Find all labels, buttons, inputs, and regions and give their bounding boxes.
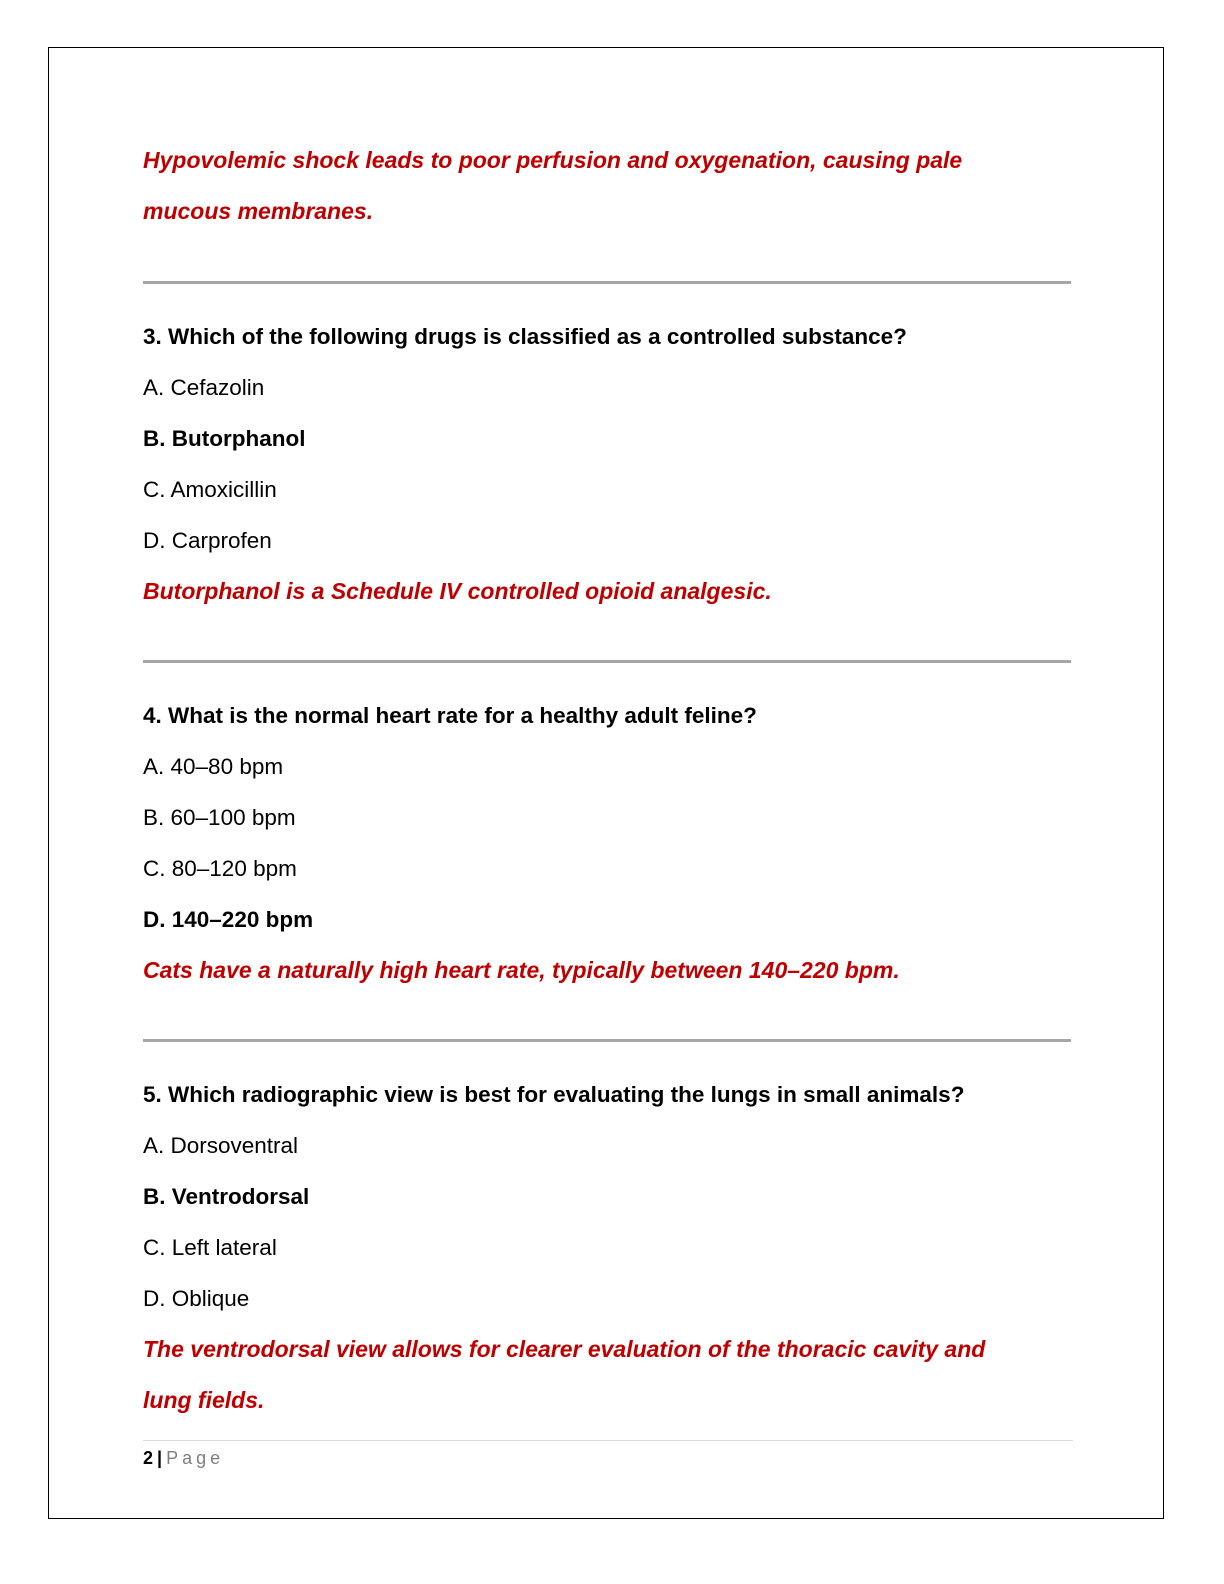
option-b: B. 60–100 bpm (143, 805, 296, 830)
option-d: D. Carprofen (143, 528, 272, 553)
question-block-3 (143, 311, 1073, 617)
option-c: C. Left lateral (143, 1235, 277, 1260)
footer-separator: | (157, 1448, 163, 1468)
option-a: A. 40–80 bpm (143, 754, 284, 779)
question-text: 3. Which of the following drugs is classified as a controlled substance? (143, 324, 907, 349)
option-d: D. Oblique (143, 1286, 250, 1311)
divider (143, 1039, 1073, 1042)
option-c: C. Amoxicillin (143, 477, 277, 502)
option-c: C. 80–120 bpm (143, 856, 297, 881)
explanation-line: Hypovolemic shock leads to poor perfusion and oxygenation, causing pale (143, 147, 963, 173)
answer-explanation: Cats have a naturally high heart rate, typically between 140–220 bpm. (143, 957, 900, 983)
question-text: 4. What is the normal heart rate for a healthy adult feline? (143, 703, 757, 728)
footer-rule (143, 1440, 1073, 1441)
explanation-line: mucous membranes. (143, 198, 374, 224)
question-block-4 (143, 690, 1073, 996)
option-d-correct: D. 140–220 bpm (143, 907, 314, 932)
page-number: 2 (143, 1448, 154, 1468)
top-explanation (143, 135, 1073, 237)
question-text: 5. Which radiographic view is best for evaluating the lungs in small animals? (143, 1082, 965, 1107)
page-footer (143, 1446, 224, 1470)
divider (143, 660, 1073, 663)
option-b-correct: B. Ventrodorsal (143, 1184, 310, 1209)
option-a: A. Dorsoventral (143, 1133, 299, 1158)
page-label: Page (166, 1448, 225, 1468)
option-a: A. Cefazolin (143, 375, 265, 400)
answer-explanation: lung fields. (143, 1387, 265, 1413)
answer-explanation: The ventrodorsal view allows for clearer evaluation of the thoracic cavity and (143, 1336, 986, 1362)
answer-explanation: Butorphanol is a Schedule IV controlled opioid analgesic. (143, 578, 772, 604)
option-b-correct: B. Butorphanol (143, 426, 306, 451)
divider (143, 281, 1073, 284)
question-block-5 (143, 1069, 1073, 1426)
